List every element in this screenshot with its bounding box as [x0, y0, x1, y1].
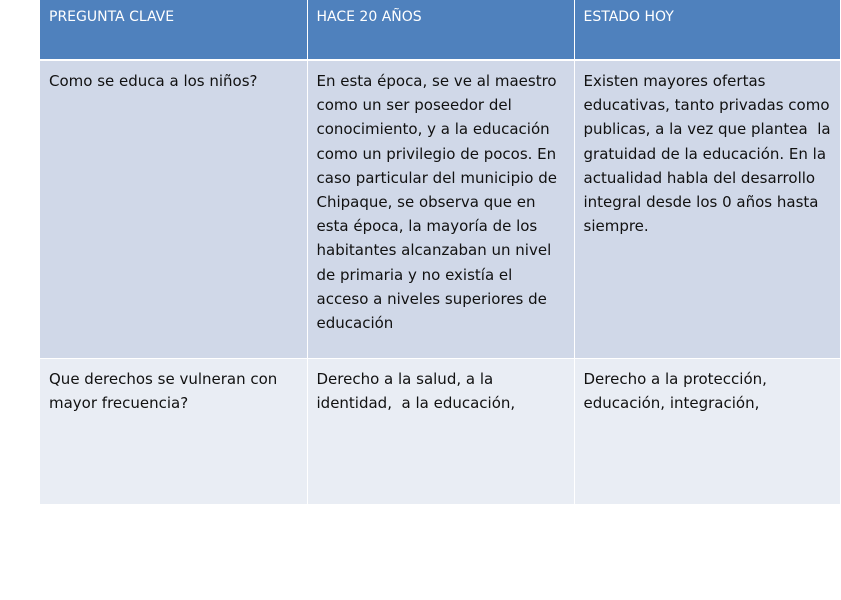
table-row — [40, 60, 840, 358]
table-row — [40, 358, 840, 504]
header-row — [40, 0, 840, 60]
cell-today: Derecho a la protección, educación, integración, — [574, 358, 840, 504]
comparison-table — [40, 0, 841, 505]
cell-past: Derecho a la salud, a la identidad, a la educación, — [307, 358, 574, 504]
header-key-question: PREGUNTA CLAVE — [40, 0, 307, 60]
cell-past: En esta época, se ve al maestro como un ser poseedor del conocimiento, y a la educación como un privilegio de pocos. En caso particular del municipio de Chipaque, se observa que en esta época, la mayoría de los habitantes alcanzaban un nivel de primaria y no existía el acceso a niveles superiores de educación — [307, 60, 574, 358]
cell-question: Que derechos se vulneran con mayor frecuencia? — [40, 358, 307, 504]
header-twenty-years-ago: HACE 20 AÑOS — [307, 0, 574, 60]
cell-question: Como se educa a los niños? — [40, 60, 307, 358]
cell-today: Existen mayores ofertas educativas, tanto privadas como publicas, a la vez que plantea la gratuidad de la educación. En la actualidad habla del desarrollo integral desde los 0 años hasta siempre. — [574, 60, 840, 358]
header-current-state: ESTADO HOY — [574, 0, 840, 60]
